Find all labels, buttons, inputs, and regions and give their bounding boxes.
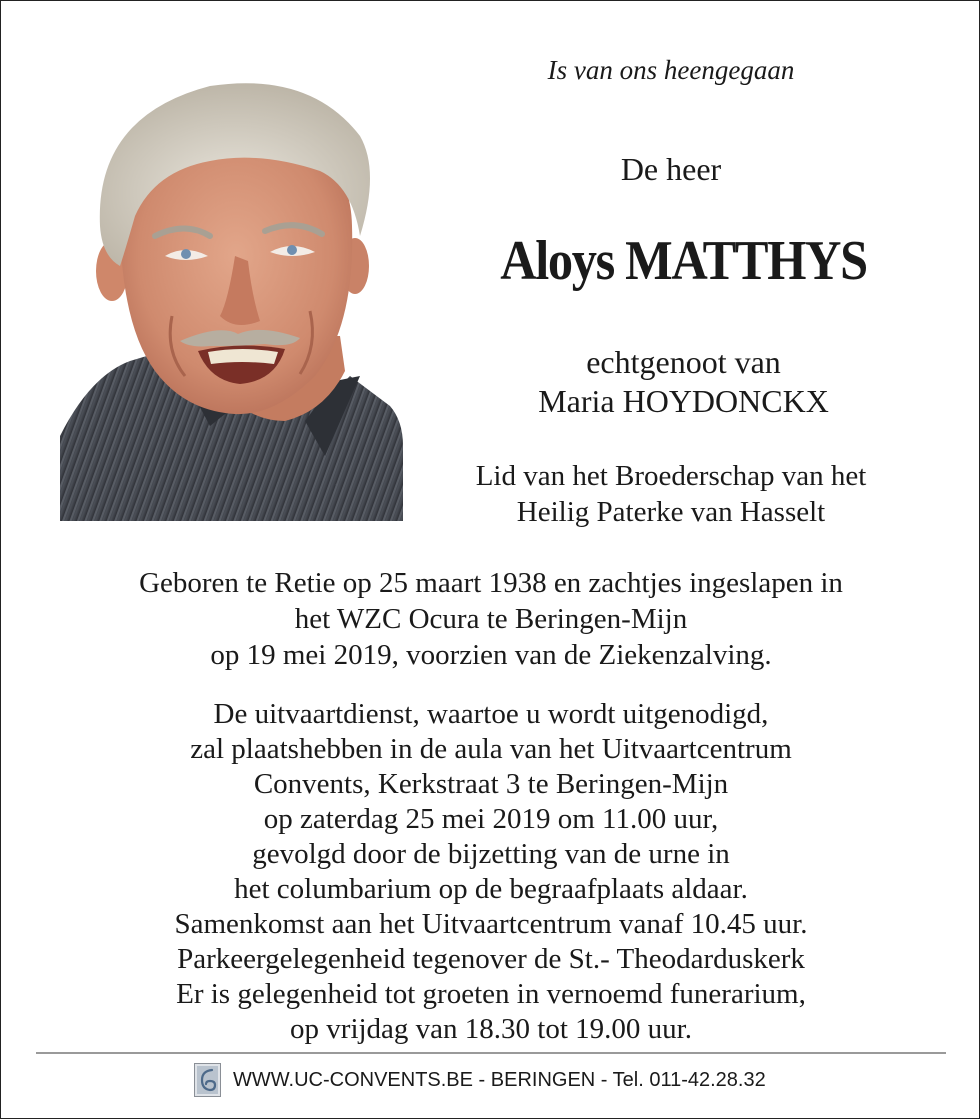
birth-death-block (21, 565, 961, 673)
spouse-block (411, 343, 956, 421)
service-line: De uitvaartdienst, waartoe u wordt uitgenodigd, (213, 698, 769, 730)
funeral-home-logo-icon (194, 1063, 221, 1097)
service-details (21, 697, 961, 1047)
service-line: op vrijdag van 18.30 tot 19.00 uur. (290, 1013, 692, 1045)
service-line: zal plaatshebben in de aula van het Uitvaartcentrum (190, 733, 792, 765)
service-line: op zaterdag 25 mei 2019 om 11.00 uur, (263, 803, 719, 835)
service-line: het columbarium op de begraafplaats aldaar. (234, 873, 748, 905)
portrait-photo (60, 76, 403, 521)
deceased-name: Aloys MATTHYS (500, 230, 867, 292)
footer (194, 1063, 766, 1097)
spouse-relation: echtgenoot van (586, 344, 781, 380)
service-line: gevolgd door de bijzetting van de urne in (252, 838, 730, 870)
honorific: De heer (620, 151, 722, 187)
membership-line: Lid van het Broederschap van het (475, 460, 867, 492)
membership-line: Heilig Paterke van Hasselt (516, 496, 826, 528)
birth-death-line: op 19 mei 2019, voorzien van de Ziekenzalving. (210, 639, 772, 671)
footer-contact: WWW.UC-CONVENTS.BE - BERINGEN - Tel. 011-42.28.32 (233, 1068, 766, 1091)
birth-death-line: Geboren te Retie op 25 maart 1938 en zachtjes ingeslapen in (139, 567, 843, 599)
service-line: Convents, Kerkstraat 3 te Beringen-Mijn (253, 768, 729, 800)
intro-line: Is van ons heengegaan (547, 55, 795, 85)
membership-block (411, 458, 931, 530)
portrait-image (60, 76, 403, 521)
birth-death-line: het WZC Ocura te Beringen-Mijn (294, 603, 688, 635)
service-line: Samenkomst aan het Uitvaartcentrum vanaf 10.45 uur. (174, 908, 808, 940)
spouse-name: Maria HOYDONCKX (538, 383, 829, 419)
service-line: Er is gelegenheid tot groeten in vernoemd funerarium, (176, 978, 806, 1010)
footer-divider (36, 1052, 946, 1054)
service-line: Parkeergelegenheid tegenover de St.- Theodarduskerk (177, 943, 805, 975)
